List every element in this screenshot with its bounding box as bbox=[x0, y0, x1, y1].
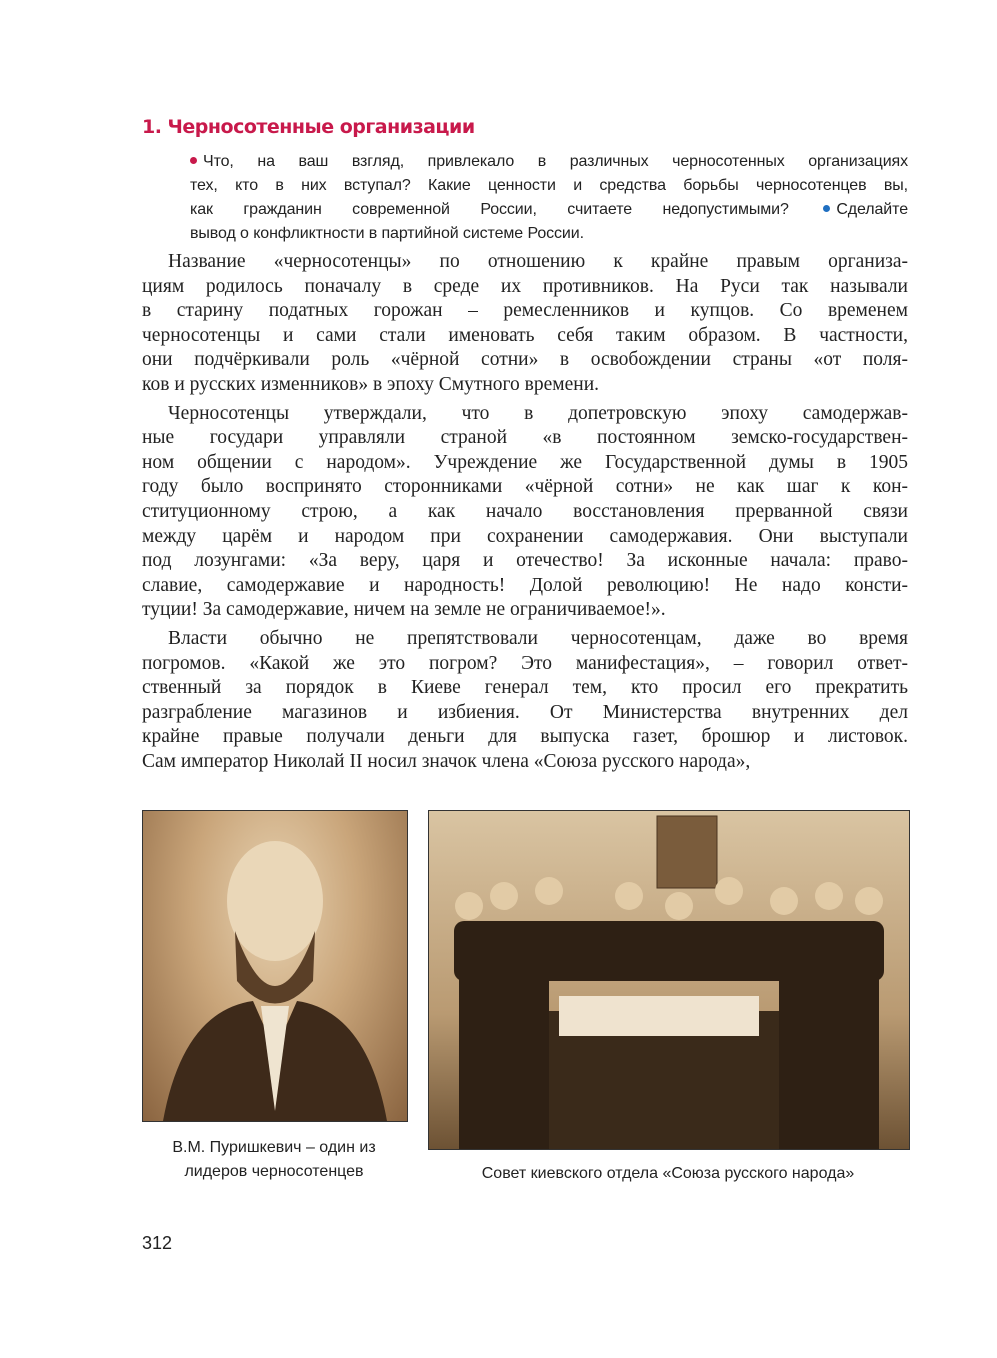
body-line: между царём и народом при сохранении самодержавия. Они выступали bbox=[142, 525, 908, 547]
question-line: вывод о конфликтности в партийной системе России. bbox=[190, 225, 584, 242]
group-photo-kiev-council bbox=[428, 810, 910, 1150]
body-line: Черносотенцы утверждали, что в допетровскую эпоху самодержав- bbox=[168, 402, 908, 424]
body-line: они подчёркивали роль «чёрной сотни» в освобождении страны «от поля- bbox=[142, 349, 908, 371]
body-line: славие, самодержавие и народность! Долой революцию! Не надо консти- bbox=[142, 574, 908, 596]
page-number: 312 bbox=[142, 1233, 173, 1253]
questions-block bbox=[190, 150, 908, 246]
body-line: черносотенцы и сами стали именовать себя таким образом. В частности, bbox=[142, 324, 908, 346]
body-line: году было воспринято сторонниками «чёрной сотни» не как шаг к кон- bbox=[142, 476, 908, 498]
body-line: Сам император Николай II носил значок члена «Союза русского народа», bbox=[142, 750, 751, 772]
body-line: циям родилось поначалу в среде их противников. На Руси так называли bbox=[142, 275, 908, 297]
question-line: Что, на ваш взгляд, привлекало в различных черносотенных организациях bbox=[190, 150, 908, 174]
body-line: туции! За самодержавие, ничем на земле не ограничиваемое!». bbox=[142, 599, 666, 621]
body-text bbox=[142, 250, 908, 778]
body-line: ном общении с народом». Учреждение же Государственной думы в 1905 bbox=[142, 451, 908, 473]
body-line: разграбление магазинов и избиения. От Министерства внутренних дел bbox=[142, 701, 908, 723]
bullet-icon bbox=[190, 157, 197, 164]
portrait-photo-purishkevich bbox=[142, 810, 408, 1122]
caption-right: Совет киевского отдела «Союза русского народа» bbox=[481, 1165, 855, 1182]
body-line: ков и русских изменников» в эпоху Смутного времени. bbox=[142, 373, 600, 395]
question-line: тех, кто в них вступал? Какие ценности и средства борьбы черносотенцев вы, bbox=[190, 177, 908, 194]
caption-left: В.М. Пуришкевич – один из лидеров черносотенцев bbox=[172, 1139, 376, 1180]
body-line: ственный за порядок в Киеве генерал тем, кто просил его прекратить bbox=[142, 677, 908, 699]
section-title: 1. Черносотенные организации bbox=[142, 116, 475, 138]
body-line: в старину податных горожан – ремесленников и купцов. Со временем bbox=[142, 300, 908, 322]
body-line: под лозунгами: «За веру, царя и отечество! За исконные начала: право- bbox=[142, 550, 908, 572]
body-line: Власти обычно не препятствовали черносотенцам, даже во время bbox=[168, 627, 908, 649]
body-line: ституционному строю, а как начало восстановления прерванной связи bbox=[142, 500, 908, 522]
body-line: погромов. «Какой же это погром? Это манифестация», – говорил ответ- bbox=[142, 652, 908, 674]
body-line: Название «черносотенцы» по отношению к крайне правым организа- bbox=[168, 251, 908, 272]
body-line: крайне правые получали деньги для выпуска газет, брошюр и листовок. bbox=[142, 726, 908, 748]
body-line: ные государи управляли страной «в постоянном земско-государствен- bbox=[142, 427, 908, 449]
question-line: как гражданин современной России, считаете недопустимыми? Сделайте bbox=[190, 201, 908, 218]
bullet-icon bbox=[823, 205, 830, 212]
